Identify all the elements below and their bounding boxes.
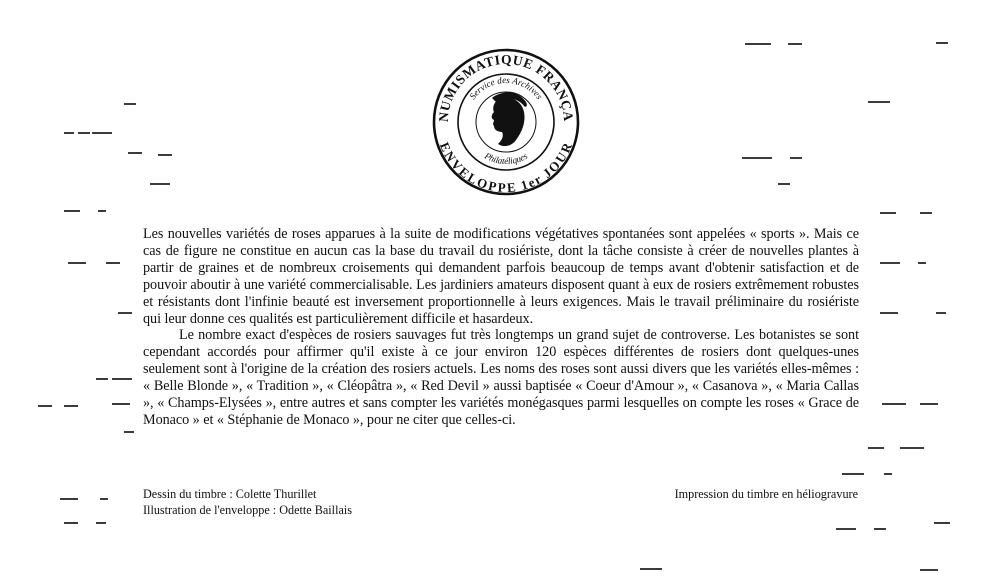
credits-left bbox=[143, 486, 352, 518]
svg-text:ENVELOPPE 1er JOUR bbox=[437, 140, 575, 195]
description-text bbox=[143, 226, 859, 429]
envelope-illustration-credit: Illustration de l'enveloppe : Odette Baillais bbox=[143, 503, 352, 517]
stamp-design-credit: Dessin du timbre : Colette Thurillet bbox=[143, 487, 317, 501]
svg-text:Philatéliques bbox=[482, 150, 529, 166]
credits-right bbox=[675, 486, 858, 502]
marianne-profile-icon bbox=[492, 92, 527, 146]
seal-graphic bbox=[432, 48, 580, 196]
printing-method-credit: Impression du timbre en héliogravure bbox=[674, 487, 858, 501]
seal-bottom-text: ENVELOPPE 1er JOUR bbox=[436, 140, 576, 196]
seal-inner-top-text: Service des Archives bbox=[467, 74, 545, 102]
paragraph-sports: Les nouvelles variétés de roses apparues à la suite de modifications végétatives spontanées sont appelées « sports ». Mais ce cas de figure ne constitue en aucun cas la base du travail du rosiériste, dont la tâche consiste à créer de nouvelles plantes à partir de graines et de nombreux croisements qui demandent parfois beaucoup de temps avant d'obtenir satisfaction et de pouvoir aboutir à une variété commercialisable. Les jardiniers amateurs disposent quant à eux de rosiers extrêmement robustes et résistants dont l'infinie beauté est inversement proportionnelle à leurs exigences. Mais le travail préliminaire du rosiériste qui leur donne ces qualités est particulièrement difficile et hasardeux. bbox=[143, 226, 859, 327]
seal-outer-text: NUMISMATIQUE FRANÇA bbox=[435, 51, 577, 123]
seal-inner-bottom-text: Philatéliques bbox=[482, 150, 530, 167]
paragraph-species: Le nombre exact d'espèces de rosiers sauvages fut très longtemps un grand sujet de controverse. Les botanistes se sont cependant accordés pour affirmer qu'il existe à ce jour environ 120 espèces différentes de rosiers dont quelques-unes seulement sont à l'origine de la création des rosiers actuels. Les noms des roses sont aussi divers que les variétés elles-mêmes : « Belle Blonde », « Tradition », « Cléopâtra », « Red Devil » aussi baptisée « Coeur d'Amour », « Casanova », « Maria Callas », « Champs-Elysées », entre autres et sans compter les variétés monégasques parmi lesquelles on compte les roses « Grace de Monaco » et « Stéphanie de Monaco », pour ne citer que celles-ci. bbox=[143, 327, 859, 428]
first-day-seal bbox=[432, 48, 580, 196]
